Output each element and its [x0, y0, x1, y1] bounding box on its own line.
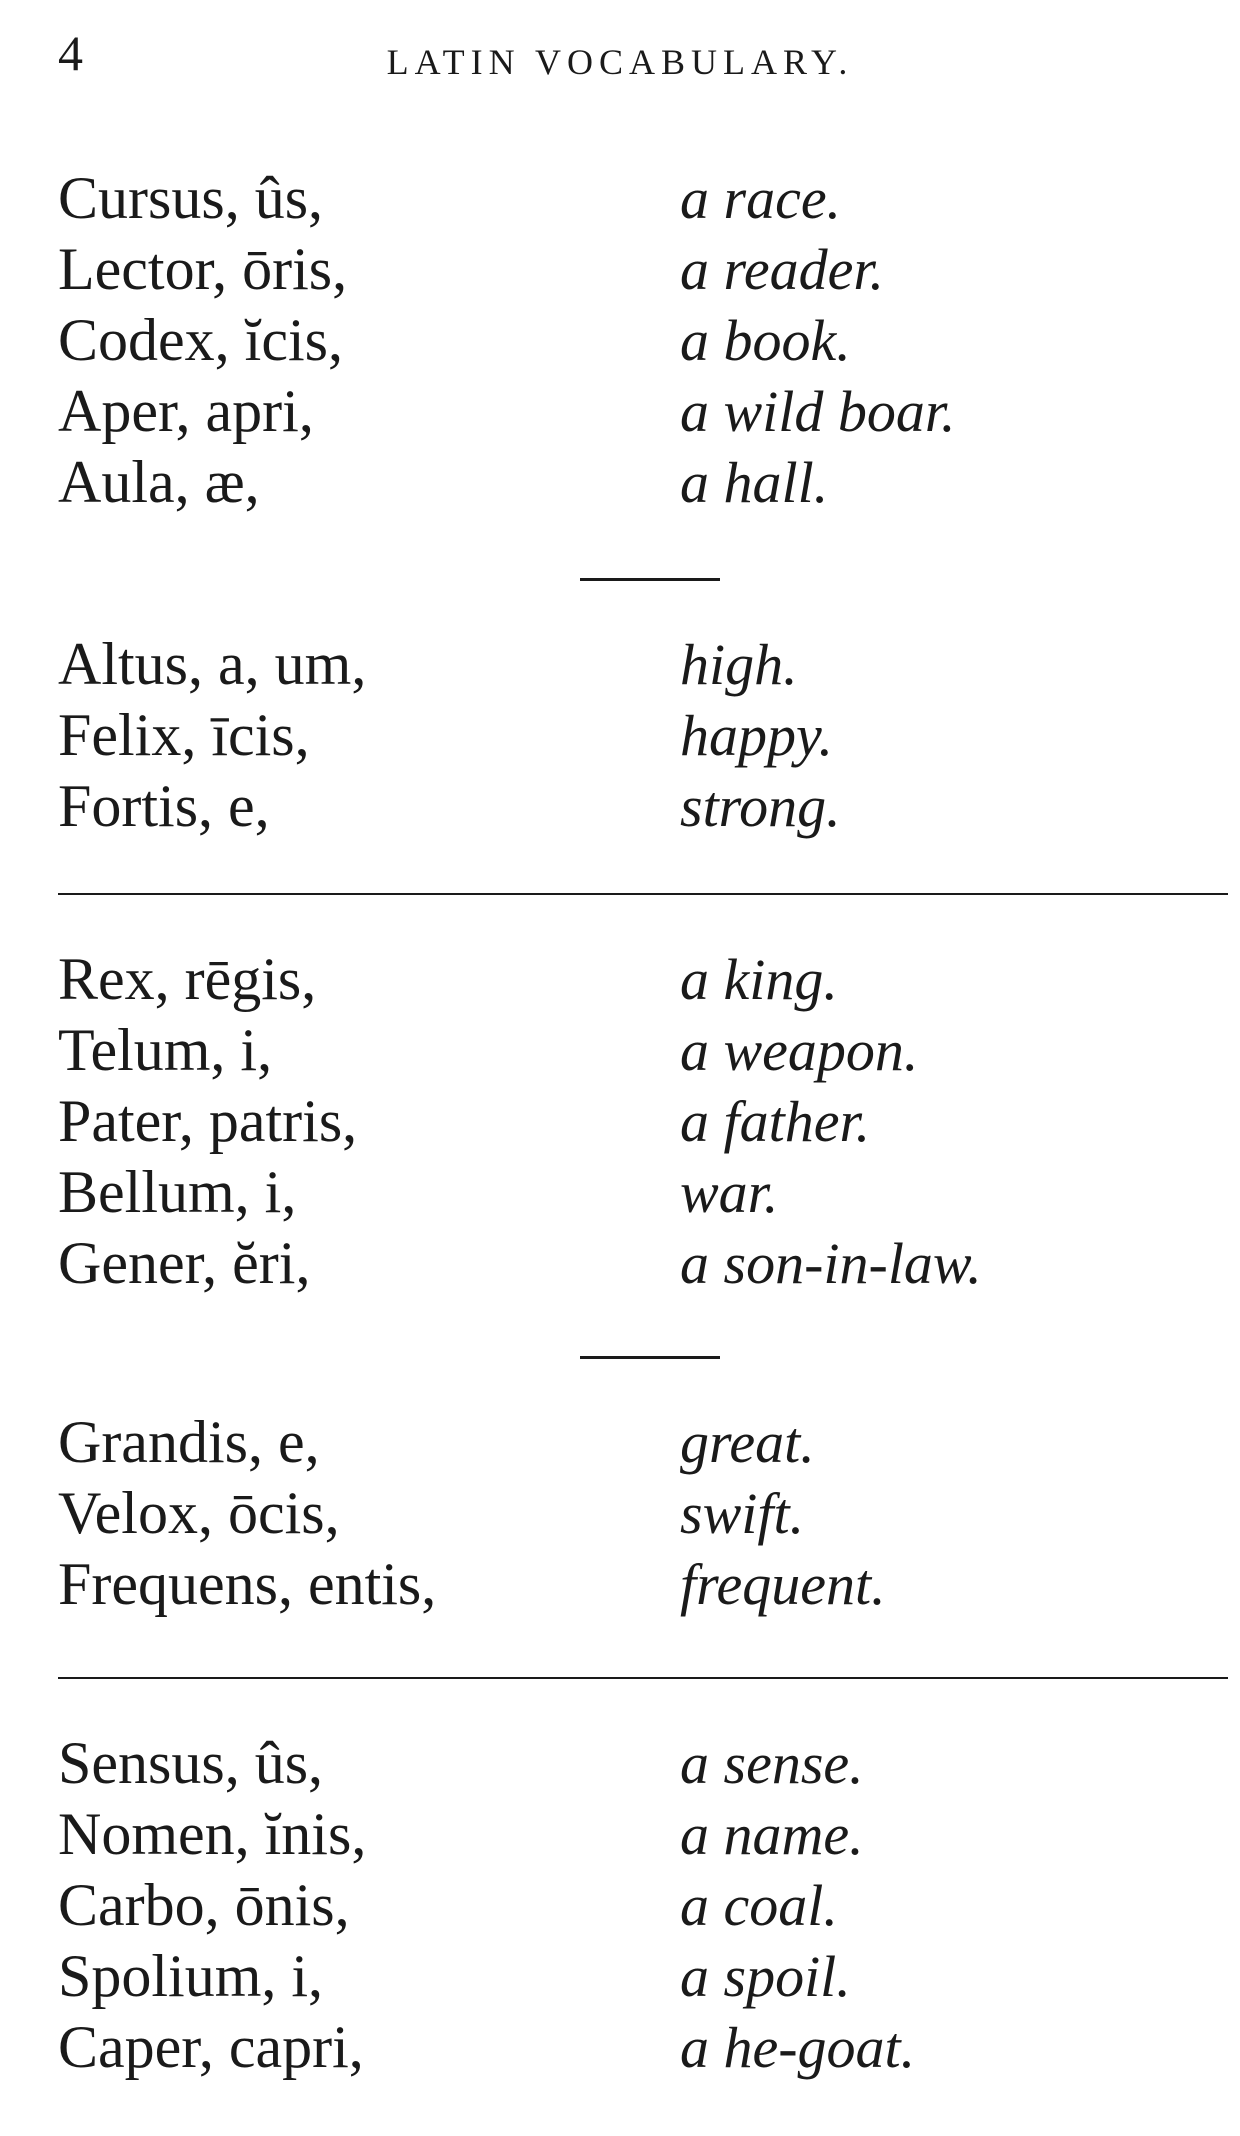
vocab-entry	[0, 1150, 1240, 1225]
latin-word: Gener, ĕri,	[58, 1230, 311, 1296]
section-divider	[58, 893, 1228, 895]
vocab-entry	[0, 156, 1240, 231]
latin-word: Carbo, ōnis,	[58, 1872, 350, 1938]
vocab-entry	[0, 1542, 1240, 1617]
english-meaning: a reader.	[680, 237, 885, 302]
latin-word: Lector, ōris,	[58, 236, 348, 302]
english-meaning: a wild boar.	[680, 379, 956, 444]
english-meaning: war.	[680, 1160, 779, 1225]
vocab-entry	[0, 622, 1240, 697]
latin-word: Pater, patris,	[58, 1088, 358, 1154]
latin-word: Telum, i,	[58, 1017, 273, 1083]
english-meaning: a he-goat.	[680, 2015, 916, 2080]
short-divider	[580, 1356, 720, 1359]
vocab-entry	[0, 937, 1240, 1012]
vocab-entry	[0, 1863, 1240, 1938]
latin-word: Velox, ōcis,	[58, 1480, 340, 1546]
english-meaning: happy.	[680, 703, 834, 768]
vocab-entry	[0, 1079, 1240, 1154]
latin-word: Rex, rēgis,	[58, 946, 317, 1012]
english-meaning: strong.	[680, 774, 841, 839]
english-meaning: a weapon.	[680, 1018, 919, 1083]
latin-word: Grandis, e,	[58, 1409, 320, 1475]
english-meaning: a book.	[680, 308, 851, 373]
english-meaning: a king.	[680, 947, 838, 1012]
vocab-entry	[0, 1221, 1240, 1296]
latin-word: Nomen, ĭnis,	[58, 1801, 367, 1867]
latin-word: Spolium, i,	[58, 1943, 324, 2009]
running-title: LATIN VOCABULARY.	[386, 42, 854, 82]
vocab-entry	[0, 693, 1240, 768]
latin-word: Cursus, ûs,	[58, 165, 324, 231]
vocab-entry	[0, 1008, 1240, 1083]
latin-word: Frequens, entis,	[58, 1551, 437, 1617]
latin-word: Sensus, ûs,	[58, 1730, 324, 1796]
english-meaning: a father.	[680, 1089, 871, 1154]
section-divider	[58, 1677, 1228, 1679]
latin-word: Fortis, e,	[58, 773, 270, 839]
latin-word: Codex, ĭcis,	[58, 307, 343, 373]
vocab-entry	[0, 1721, 1240, 1796]
page-number: 4	[58, 25, 83, 81]
english-meaning: a sense.	[680, 1731, 864, 1796]
english-meaning: a name.	[680, 1802, 864, 1867]
english-meaning: a race.	[680, 166, 842, 231]
vocab-entry	[0, 227, 1240, 302]
vocab-entry	[0, 369, 1240, 444]
latin-word: Altus, a, um,	[58, 631, 367, 697]
latin-word: Felix, īcis,	[58, 702, 310, 768]
english-meaning: a son-in-law.	[680, 1231, 982, 1296]
vocab-entry	[0, 2005, 1240, 2080]
latin-word: Aper, apri,	[58, 378, 314, 444]
latin-word: Aula, æ,	[58, 449, 260, 515]
vocab-entry	[0, 298, 1240, 373]
vocab-entry	[0, 1471, 1240, 1546]
vocab-entry	[0, 1400, 1240, 1475]
vocab-entry	[0, 1934, 1240, 2009]
vocab-entry	[0, 440, 1240, 515]
english-meaning: high.	[680, 632, 798, 697]
latin-word: Bellum, i,	[58, 1159, 297, 1225]
vocab-entry	[0, 764, 1240, 839]
english-meaning: a coal.	[680, 1873, 838, 1938]
vocab-entry	[0, 1792, 1240, 1867]
english-meaning: great.	[680, 1410, 815, 1475]
english-meaning: swift.	[680, 1481, 805, 1546]
short-divider	[580, 578, 720, 581]
english-meaning: frequent.	[680, 1552, 886, 1617]
english-meaning: a spoil.	[680, 1944, 851, 2009]
latin-word: Caper, capri,	[58, 2014, 364, 2080]
english-meaning: a hall.	[680, 450, 829, 515]
